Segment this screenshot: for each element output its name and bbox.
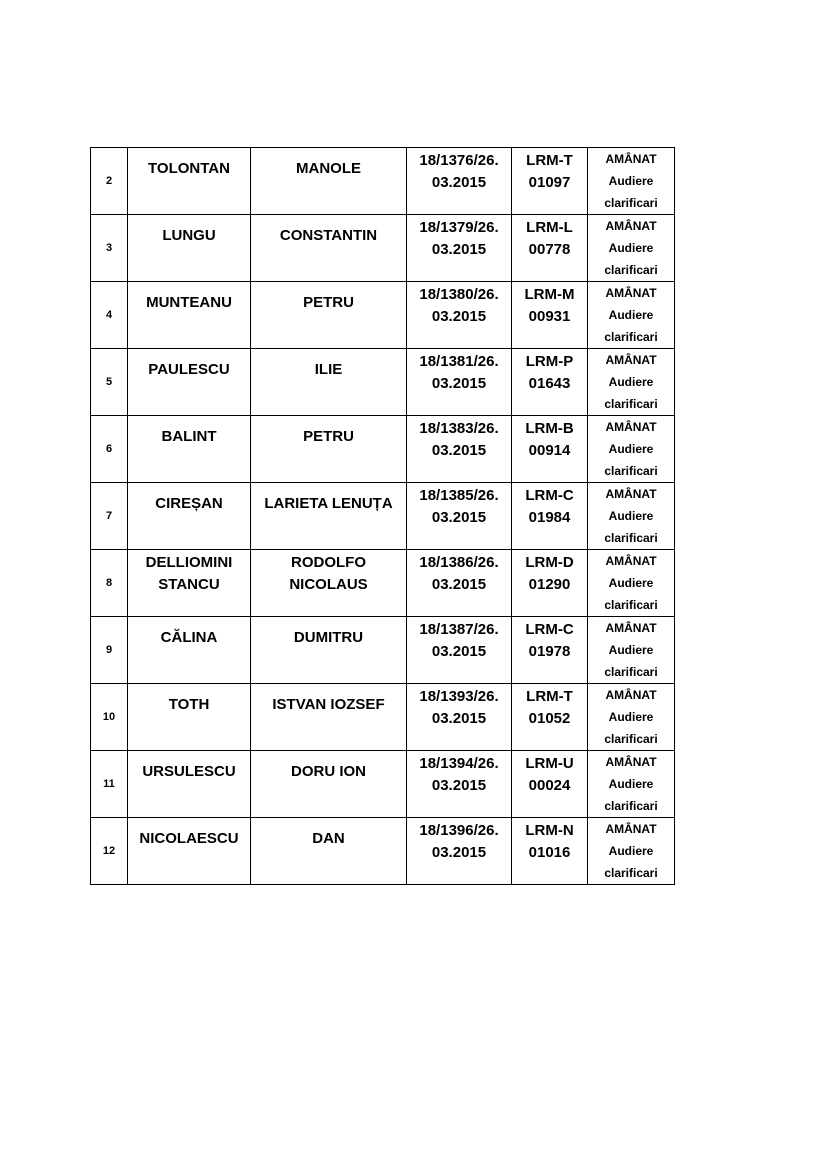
status-text: AMÂNAT Audiere clarificari <box>604 755 658 813</box>
registration-cell <box>407 215 512 282</box>
first-name-cell <box>251 550 407 617</box>
code-cell <box>512 550 588 617</box>
row-number: 5 <box>105 376 113 388</box>
first-name-cell <box>251 282 407 349</box>
first-name: CONSTANTIN <box>279 227 378 244</box>
row-number-cell <box>91 282 128 349</box>
first-name-cell <box>251 684 407 751</box>
first-name-cell <box>251 349 407 416</box>
status-cell <box>588 148 675 215</box>
row-number-cell <box>91 483 128 550</box>
registration-number: 18/1381/26. 03.2015 <box>419 353 499 392</box>
registration-cell <box>407 617 512 684</box>
first-name-cell <box>251 148 407 215</box>
registration-number: 18/1396/26. 03.2015 <box>419 822 499 861</box>
first-name-cell <box>251 751 407 818</box>
registration-number: 18/1393/26. 03.2015 <box>419 688 499 727</box>
code-cell <box>512 148 588 215</box>
registration-cell <box>407 148 512 215</box>
last-name: LUNGU <box>162 227 216 244</box>
first-name-cell <box>251 416 407 483</box>
last-name-cell <box>128 751 251 818</box>
status-text: AMÂNAT Audiere clarificari <box>604 219 658 277</box>
last-name-cell <box>128 550 251 617</box>
registration-number: 18/1383/26. 03.2015 <box>419 420 499 459</box>
candidates-table <box>90 147 675 885</box>
registration-cell <box>407 684 512 751</box>
first-name: PETRU <box>303 428 354 445</box>
row-number-cell <box>91 684 128 751</box>
table-body <box>91 148 675 885</box>
last-name: BALINT <box>161 428 217 445</box>
row-number: 6 <box>105 443 113 455</box>
status-text: AMÂNAT Audiere clarificari <box>604 353 658 411</box>
status-text: AMÂNAT Audiere clarificari <box>604 152 658 210</box>
status-cell <box>588 215 675 282</box>
first-name-cell <box>251 818 407 885</box>
last-name: NICOLAESCU <box>139 830 239 847</box>
row-number: 10 <box>102 711 116 723</box>
row-number: 3 <box>105 242 113 254</box>
status-text: AMÂNAT Audiere clarificari <box>604 420 658 478</box>
row-number-cell <box>91 617 128 684</box>
status-cell <box>588 550 675 617</box>
registration-number: 18/1386/26. 03.2015 <box>419 554 499 593</box>
table-row <box>91 483 675 550</box>
last-name: TOTH <box>168 696 210 713</box>
last-name-cell <box>128 617 251 684</box>
code-cell <box>512 282 588 349</box>
row-number: 7 <box>105 510 113 522</box>
file-code: LRM-C 01978 <box>525 621 574 660</box>
row-number: 2 <box>105 175 113 187</box>
last-name: MUNTEANU <box>146 294 232 311</box>
last-name: CIREȘAN <box>155 495 223 512</box>
last-name: TOLONTAN <box>148 160 230 177</box>
status-text: AMÂNAT Audiere clarificari <box>604 286 658 344</box>
status-cell <box>588 617 675 684</box>
row-number-cell <box>91 215 128 282</box>
status-cell <box>588 818 675 885</box>
row-number: 8 <box>105 577 113 589</box>
code-cell <box>512 349 588 416</box>
table-row <box>91 684 675 751</box>
last-name: CĂLINA <box>160 629 218 646</box>
table-row <box>91 349 675 416</box>
registration-number: 18/1385/26. 03.2015 <box>419 487 499 526</box>
first-name: DORU ION <box>291 763 366 780</box>
status-cell <box>588 349 675 416</box>
status-cell <box>588 751 675 818</box>
table-row <box>91 416 675 483</box>
status-cell <box>588 416 675 483</box>
code-cell <box>512 684 588 751</box>
row-number-cell <box>91 416 128 483</box>
file-code: LRM-N 01016 <box>525 822 574 861</box>
last-name-cell <box>128 684 251 751</box>
file-code: LRM-T 01052 <box>526 688 573 727</box>
first-name-cell <box>251 617 407 684</box>
row-number-cell <box>91 818 128 885</box>
table-row <box>91 550 675 617</box>
registration-number: 18/1387/26. 03.2015 <box>419 621 499 660</box>
first-name-cell <box>251 215 407 282</box>
status-text: AMÂNAT Audiere clarificari <box>604 554 658 612</box>
row-number-cell <box>91 349 128 416</box>
table-row <box>91 751 675 818</box>
status-text: AMÂNAT Audiere clarificari <box>604 487 658 545</box>
last-name-cell <box>128 483 251 550</box>
registration-cell <box>407 349 512 416</box>
last-name: PAULESCU <box>148 361 230 378</box>
file-code: LRM-M 00931 <box>524 286 575 325</box>
row-number-cell <box>91 550 128 617</box>
registration-cell <box>407 282 512 349</box>
registration-number: 18/1379/26. 03.2015 <box>419 219 499 258</box>
table-row <box>91 818 675 885</box>
status-text: AMÂNAT Audiere clarificari <box>604 688 658 746</box>
last-name-cell <box>128 416 251 483</box>
last-name-cell <box>128 349 251 416</box>
last-name-cell <box>128 818 251 885</box>
registration-number: 18/1376/26. 03.2015 <box>419 152 499 191</box>
status-text: AMÂNAT Audiere clarificari <box>604 621 658 679</box>
registration-number: 18/1380/26. 03.2015 <box>419 286 499 325</box>
first-name: ILIE <box>314 361 343 378</box>
registration-cell <box>407 483 512 550</box>
row-number-cell <box>91 148 128 215</box>
code-cell <box>512 751 588 818</box>
code-cell <box>512 416 588 483</box>
table-row <box>91 215 675 282</box>
row-number: 12 <box>102 845 116 857</box>
first-name: DUMITRU <box>293 629 364 646</box>
table-row <box>91 282 675 349</box>
code-cell <box>512 215 588 282</box>
last-name-cell <box>128 282 251 349</box>
status-cell <box>588 282 675 349</box>
code-cell <box>512 818 588 885</box>
registration-cell <box>407 550 512 617</box>
file-code: LRM-U 00024 <box>525 755 574 794</box>
code-cell <box>512 617 588 684</box>
status-cell <box>588 684 675 751</box>
registration-number: 18/1394/26. 03.2015 <box>419 755 499 794</box>
file-code: LRM-T 01097 <box>526 152 573 191</box>
last-name-cell <box>128 215 251 282</box>
first-name: ISTVAN IOZSEF <box>272 696 385 713</box>
file-code: LRM-L 00778 <box>526 219 573 258</box>
table-row <box>91 617 675 684</box>
file-code: LRM-C 01984 <box>525 487 574 526</box>
row-number: 9 <box>105 644 113 656</box>
status-cell <box>588 483 675 550</box>
first-name: LARIETA LENUȚA <box>264 495 393 512</box>
registration-cell <box>407 818 512 885</box>
file-code: LRM-P 01643 <box>525 353 574 392</box>
first-name-cell <box>251 483 407 550</box>
first-name: PETRU <box>303 294 354 311</box>
first-name: DAN <box>312 830 345 847</box>
row-number-cell <box>91 751 128 818</box>
last-name-cell <box>128 148 251 215</box>
last-name: DELLIOMINI STANCU <box>145 554 233 593</box>
file-code: LRM-D 01290 <box>525 554 574 593</box>
first-name: MANOLE <box>296 160 361 177</box>
first-name: RODOLFO NICOLAUS <box>289 554 368 593</box>
status-text: AMÂNAT Audiere clarificari <box>604 822 658 880</box>
row-number: 11 <box>103 778 115 790</box>
code-cell <box>512 483 588 550</box>
registration-cell <box>407 416 512 483</box>
registration-cell <box>407 751 512 818</box>
last-name: URSULESCU <box>142 763 236 780</box>
row-number: 4 <box>105 309 113 321</box>
file-code: LRM-B 00914 <box>525 420 574 459</box>
table-row <box>91 148 675 215</box>
